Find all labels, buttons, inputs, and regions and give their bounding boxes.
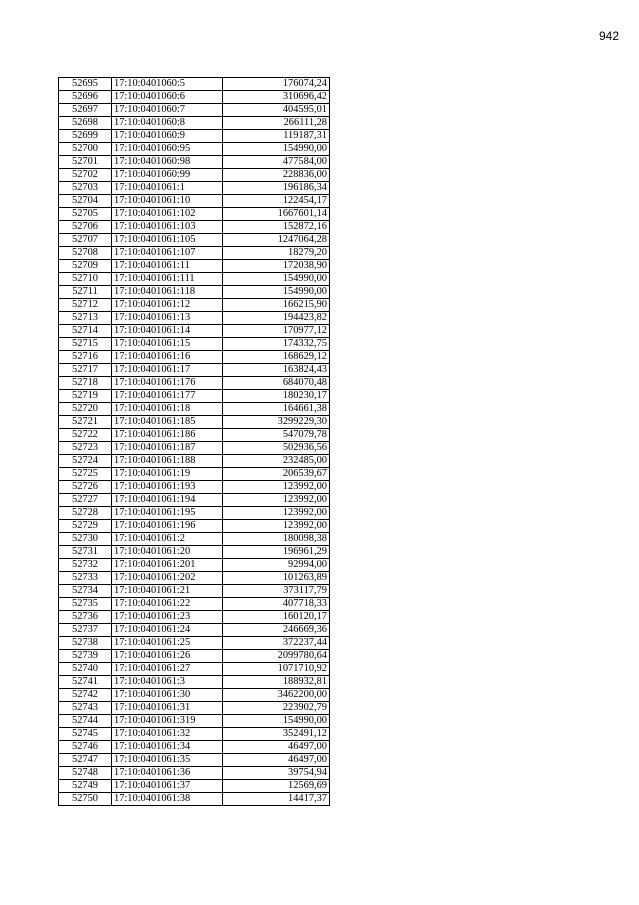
value-cell: 163824,43 (223, 364, 330, 377)
table-row (59, 572, 330, 585)
row-number-cell: 52733 (59, 572, 112, 585)
value-cell: 3462200,00 (223, 689, 330, 702)
row-number-cell: 52700 (59, 143, 112, 156)
cadastral-number-cell: 17:10:0401061:24 (112, 624, 223, 637)
cadastral-number-cell: 17:10:0401060:99 (112, 169, 223, 182)
cadastral-number-cell: 17:10:0401061:1 (112, 182, 223, 195)
value-cell: 123992,00 (223, 494, 330, 507)
cadastral-number-cell: 17:10:0401061:32 (112, 728, 223, 741)
table-row (59, 780, 330, 793)
cadastral-number-cell: 17:10:0401061:14 (112, 325, 223, 338)
row-number-cell: 52701 (59, 156, 112, 169)
cadastral-number-cell: 17:10:0401061:19 (112, 468, 223, 481)
table-row (59, 546, 330, 559)
table-row (59, 390, 330, 403)
row-number-cell: 52709 (59, 260, 112, 273)
table-row (59, 182, 330, 195)
row-number-cell: 52731 (59, 546, 112, 559)
cadastral-number-cell: 17:10:0401061:177 (112, 390, 223, 403)
row-number-cell: 52698 (59, 117, 112, 130)
row-number-cell: 52736 (59, 611, 112, 624)
table-row (59, 702, 330, 715)
table-row (59, 403, 330, 416)
cadastral-number-cell: 17:10:0401060:95 (112, 143, 223, 156)
cadastral-number-cell: 17:10:0401061:37 (112, 780, 223, 793)
cadastral-number-cell: 17:10:0401061:35 (112, 754, 223, 767)
row-number-cell: 52743 (59, 702, 112, 715)
value-cell: 180098,38 (223, 533, 330, 546)
value-cell: 123992,00 (223, 481, 330, 494)
cadastral-number-cell: 17:10:0401061:10 (112, 195, 223, 208)
row-number-cell: 52705 (59, 208, 112, 221)
table-row (59, 585, 330, 598)
cadastral-number-cell: 17:10:0401061:194 (112, 494, 223, 507)
value-cell: 39754,94 (223, 767, 330, 780)
table-body (59, 78, 330, 806)
row-number-cell: 52703 (59, 182, 112, 195)
row-number-cell: 52714 (59, 325, 112, 338)
table-row (59, 507, 330, 520)
value-cell: 404595,01 (223, 104, 330, 117)
value-cell: 228836,00 (223, 169, 330, 182)
value-cell: 168629,12 (223, 351, 330, 364)
cadastral-number-cell: 17:10:0401061:2 (112, 533, 223, 546)
table-row (59, 611, 330, 624)
row-number-cell: 52744 (59, 715, 112, 728)
table-row (59, 520, 330, 533)
table-row (59, 455, 330, 468)
cadastral-number-cell: 17:10:0401061:102 (112, 208, 223, 221)
table-row (59, 442, 330, 455)
row-number-cell: 52748 (59, 767, 112, 780)
row-number-cell: 52725 (59, 468, 112, 481)
cadastral-number-cell: 17:10:0401061:21 (112, 585, 223, 598)
row-number-cell: 52747 (59, 754, 112, 767)
cadastral-number-cell: 17:10:0401061:31 (112, 702, 223, 715)
value-cell: 1071710,92 (223, 663, 330, 676)
value-cell: 407718,33 (223, 598, 330, 611)
cadastral-number-cell: 17:10:0401061:193 (112, 481, 223, 494)
value-cell: 170977,12 (223, 325, 330, 338)
table-row (59, 156, 330, 169)
value-cell: 206539,67 (223, 468, 330, 481)
row-number-cell: 52737 (59, 624, 112, 637)
value-cell: 196961,29 (223, 546, 330, 559)
value-cell: 3299229,30 (223, 416, 330, 429)
cadastral-number-cell: 17:10:0401061:25 (112, 637, 223, 650)
value-cell: 172038,90 (223, 260, 330, 273)
table-row (59, 676, 330, 689)
value-cell: 174332,75 (223, 338, 330, 351)
value-cell: 12569,69 (223, 780, 330, 793)
table-row (59, 377, 330, 390)
cadastral-number-cell: 17:10:0401061:187 (112, 442, 223, 455)
cadastral-number-cell: 17:10:0401061:17 (112, 364, 223, 377)
cadastral-number-cell: 17:10:0401061:103 (112, 221, 223, 234)
table-row (59, 494, 330, 507)
table-row (59, 793, 330, 806)
row-number-cell: 52708 (59, 247, 112, 260)
cadastral-number-cell: 17:10:0401061:22 (112, 598, 223, 611)
value-cell: 160120,17 (223, 611, 330, 624)
cadastral-number-cell: 17:10:0401061:15 (112, 338, 223, 351)
row-number-cell: 52706 (59, 221, 112, 234)
table-row (59, 273, 330, 286)
value-cell: 154990,00 (223, 273, 330, 286)
page-number: 942 (598, 29, 619, 43)
row-number-cell: 52745 (59, 728, 112, 741)
cadastral-number-cell: 17:10:0401061:26 (112, 650, 223, 663)
value-cell: 101263,89 (223, 572, 330, 585)
table-row (59, 468, 330, 481)
row-number-cell: 52718 (59, 377, 112, 390)
value-cell: 194423,82 (223, 312, 330, 325)
cadastral-number-cell: 17:10:0401060:98 (112, 156, 223, 169)
table-row (59, 208, 330, 221)
cadastral-number-cell: 17:10:0401061:30 (112, 689, 223, 702)
cadastral-number-cell: 17:10:0401061:107 (112, 247, 223, 260)
table-row (59, 741, 330, 754)
row-number-cell: 52723 (59, 442, 112, 455)
table-row (59, 247, 330, 260)
table-row (59, 299, 330, 312)
value-cell: 196186,34 (223, 182, 330, 195)
value-cell: 119187,31 (223, 130, 330, 143)
cadastral-number-cell: 17:10:0401061:23 (112, 611, 223, 624)
cadastral-number-cell: 17:10:0401061:176 (112, 377, 223, 390)
table-row (59, 195, 330, 208)
table-row (59, 312, 330, 325)
table-row (59, 416, 330, 429)
row-number-cell: 52712 (59, 299, 112, 312)
row-number-cell: 52750 (59, 793, 112, 806)
cadastral-number-cell: 17:10:0401061:38 (112, 793, 223, 806)
value-cell: 246669,36 (223, 624, 330, 637)
row-number-cell: 52704 (59, 195, 112, 208)
value-cell: 164661,38 (223, 403, 330, 416)
value-cell: 310696,42 (223, 91, 330, 104)
table-row (59, 689, 330, 702)
value-cell: 2099780,64 (223, 650, 330, 663)
value-cell: 123992,00 (223, 520, 330, 533)
value-cell: 547079,78 (223, 429, 330, 442)
table-row (59, 117, 330, 130)
cadastral-number-cell: 17:10:0401060:5 (112, 78, 223, 91)
row-number-cell: 52735 (59, 598, 112, 611)
table-row (59, 78, 330, 91)
value-cell: 684070,48 (223, 377, 330, 390)
table-row (59, 104, 330, 117)
value-cell: 232485,00 (223, 455, 330, 468)
table-row (59, 715, 330, 728)
row-number-cell: 52716 (59, 351, 112, 364)
cadastral-number-cell: 17:10:0401061:186 (112, 429, 223, 442)
table-row (59, 364, 330, 377)
row-number-cell: 52699 (59, 130, 112, 143)
value-cell: 152872,16 (223, 221, 330, 234)
row-number-cell: 52696 (59, 91, 112, 104)
cadastral-number-cell: 17:10:0401061:319 (112, 715, 223, 728)
cadastral-number-cell: 17:10:0401061:202 (112, 572, 223, 585)
value-cell: 46497,00 (223, 754, 330, 767)
row-number-cell: 52730 (59, 533, 112, 546)
cadastral-number-cell: 17:10:0401061:111 (112, 273, 223, 286)
cadastral-number-cell: 17:10:0401061:105 (112, 234, 223, 247)
row-number-cell: 52717 (59, 364, 112, 377)
cadastral-number-cell: 17:10:0401061:27 (112, 663, 223, 676)
value-cell: 352491,12 (223, 728, 330, 741)
table-row (59, 234, 330, 247)
value-cell: 188932,81 (223, 676, 330, 689)
row-number-cell: 52695 (59, 78, 112, 91)
value-cell: 373117,79 (223, 585, 330, 598)
row-number-cell: 52711 (59, 286, 112, 299)
table-row (59, 351, 330, 364)
cadastral-number-cell: 17:10:0401061:20 (112, 546, 223, 559)
table-row (59, 728, 330, 741)
cadastral-number-cell: 17:10:0401061:196 (112, 520, 223, 533)
value-cell: 154990,00 (223, 286, 330, 299)
value-cell: 14417,37 (223, 793, 330, 806)
row-number-cell: 52697 (59, 104, 112, 117)
row-number-cell: 52727 (59, 494, 112, 507)
row-number-cell: 52738 (59, 637, 112, 650)
table-row (59, 130, 330, 143)
table-row (59, 650, 330, 663)
row-number-cell: 52713 (59, 312, 112, 325)
cadastral-number-cell: 17:10:0401061:13 (112, 312, 223, 325)
table-row (59, 767, 330, 780)
cadastral-number-cell: 17:10:0401061:118 (112, 286, 223, 299)
cadastral-number-cell: 17:10:0401061:3 (112, 676, 223, 689)
row-number-cell: 52749 (59, 780, 112, 793)
table-row (59, 559, 330, 572)
value-cell: 166215,90 (223, 299, 330, 312)
cadastral-number-cell: 17:10:0401061:16 (112, 351, 223, 364)
table-row (59, 598, 330, 611)
row-number-cell: 52734 (59, 585, 112, 598)
table-row (59, 637, 330, 650)
row-number-cell: 52702 (59, 169, 112, 182)
value-cell: 477584,00 (223, 156, 330, 169)
value-cell: 154990,00 (223, 715, 330, 728)
value-cell: 1247064,28 (223, 234, 330, 247)
row-number-cell: 52732 (59, 559, 112, 572)
value-cell: 92994,00 (223, 559, 330, 572)
table-row (59, 533, 330, 546)
value-cell: 1667601,14 (223, 208, 330, 221)
cadastral-number-cell: 17:10:0401061:188 (112, 455, 223, 468)
cadastral-number-cell: 17:10:0401060:7 (112, 104, 223, 117)
row-number-cell: 52742 (59, 689, 112, 702)
cadastral-number-cell: 17:10:0401061:201 (112, 559, 223, 572)
cadastral-number-cell: 17:10:0401060:8 (112, 117, 223, 130)
value-cell: 502936,56 (223, 442, 330, 455)
value-cell: 18279,20 (223, 247, 330, 260)
table-row (59, 338, 330, 351)
cadastral-number-cell: 17:10:0401061:195 (112, 507, 223, 520)
value-cell: 223902,79 (223, 702, 330, 715)
cadastral-number-cell: 17:10:0401061:36 (112, 767, 223, 780)
row-number-cell: 52728 (59, 507, 112, 520)
cadastral-number-cell: 17:10:0401061:12 (112, 299, 223, 312)
table-row (59, 429, 330, 442)
table-row (59, 143, 330, 156)
table-row (59, 286, 330, 299)
table-row (59, 481, 330, 494)
row-number-cell: 52729 (59, 520, 112, 533)
cadastral-number-cell: 17:10:0401060:6 (112, 91, 223, 104)
row-number-cell: 52739 (59, 650, 112, 663)
cadastral-number-cell: 17:10:0401061:18 (112, 403, 223, 416)
value-cell: 154990,00 (223, 143, 330, 156)
table-row (59, 260, 330, 273)
row-number-cell: 52724 (59, 455, 112, 468)
cadastral-value-table (58, 77, 330, 806)
table-row (59, 325, 330, 338)
row-number-cell: 52722 (59, 429, 112, 442)
table-row (59, 754, 330, 767)
row-number-cell: 52721 (59, 416, 112, 429)
value-cell: 122454,17 (223, 195, 330, 208)
table-row (59, 91, 330, 104)
row-number-cell: 52740 (59, 663, 112, 676)
cadastral-number-cell: 17:10:0401061:34 (112, 741, 223, 754)
cadastral-number-cell: 17:10:0401060:9 (112, 130, 223, 143)
value-cell: 176074,24 (223, 78, 330, 91)
row-number-cell: 52746 (59, 741, 112, 754)
value-cell: 180230,17 (223, 390, 330, 403)
table-row (59, 624, 330, 637)
table-row (59, 221, 330, 234)
cadastral-number-cell: 17:10:0401061:11 (112, 260, 223, 273)
value-cell: 123992,00 (223, 507, 330, 520)
row-number-cell: 52707 (59, 234, 112, 247)
value-cell: 372237,44 (223, 637, 330, 650)
row-number-cell: 52726 (59, 481, 112, 494)
table-row (59, 169, 330, 182)
cadastral-number-cell: 17:10:0401061:185 (112, 416, 223, 429)
value-cell: 46497,00 (223, 741, 330, 754)
table-row (59, 663, 330, 676)
row-number-cell: 52710 (59, 273, 112, 286)
row-number-cell: 52720 (59, 403, 112, 416)
row-number-cell: 52719 (59, 390, 112, 403)
value-cell: 266111,28 (223, 117, 330, 130)
row-number-cell: 52715 (59, 338, 112, 351)
row-number-cell: 52741 (59, 676, 112, 689)
